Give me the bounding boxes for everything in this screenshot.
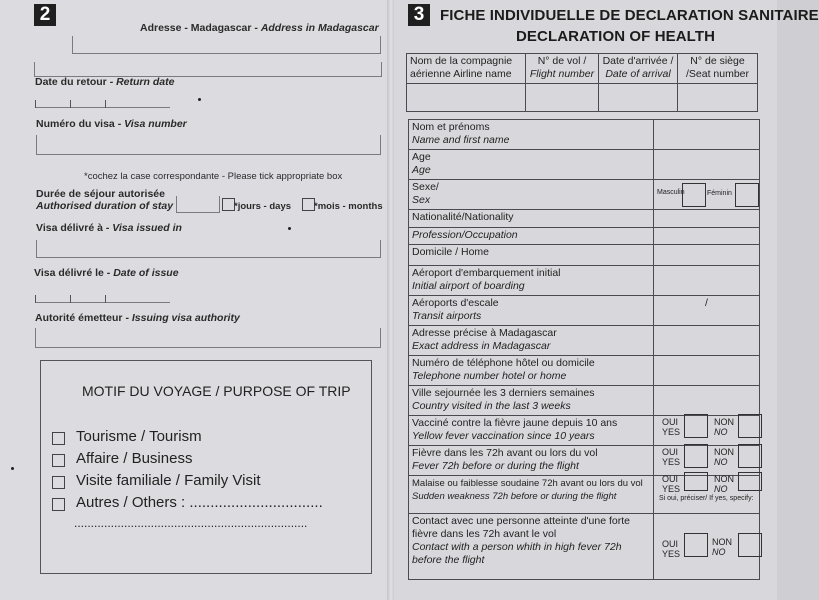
- purpose-item-others: Autres / Others : ................................: [76, 494, 323, 511]
- yellow-fever-yes-label: OUI YES: [662, 417, 681, 437]
- page-3-health-declaration: [394, 0, 819, 600]
- section-number-2: 2: [34, 4, 56, 26]
- business-checkbox[interactable]: [52, 454, 65, 467]
- purpose-title: MOTIF DU VOYAGE / PURPOSE OF TRIP: [82, 383, 351, 399]
- contact-yes-checkbox[interactable]: [684, 533, 708, 557]
- occupation-field[interactable]: [654, 228, 760, 245]
- arrival-date-header: Date d'arrivée / Date of arrival: [599, 54, 678, 84]
- contact-no-checkbox[interactable]: [738, 533, 762, 557]
- issuing-authority-field[interactable]: [35, 328, 381, 348]
- fever-yes-label: OUI YES: [662, 447, 681, 467]
- purpose-item-tourism: Tourisme / Tourism: [76, 428, 202, 445]
- flight-info-table: [406, 53, 758, 112]
- masculine-checkbox[interactable]: [682, 183, 706, 207]
- yellow-fever-yes-checkbox[interactable]: [684, 414, 708, 438]
- fever-no-label: NON NO: [714, 447, 734, 467]
- months-label: *mois - months: [314, 201, 383, 212]
- row-name: Nom et prénoms Name and first name: [409, 120, 654, 150]
- airline-field[interactable]: [407, 84, 526, 112]
- weakness-yes-label: OUI YES: [662, 474, 681, 494]
- row-transit-airports: Aéroports d'escale Transit airports: [409, 296, 654, 326]
- address-field-line-2[interactable]: [34, 62, 382, 77]
- row-sex: Sexe/ Sex: [409, 180, 654, 210]
- section-number-3: 3: [408, 4, 430, 26]
- contact-yes-label: OUI YES: [662, 539, 681, 559]
- age-field[interactable]: [654, 150, 760, 180]
- row-exact-address: Adresse précise à Madagascar Exact address in Madagascar: [409, 326, 654, 356]
- purpose-item-business: Affaire / Business: [76, 450, 193, 467]
- nationality-field[interactable]: [654, 210, 760, 228]
- stay-duration-field[interactable]: [176, 196, 220, 213]
- if-yes-specify: Si oui, préciser/ If yes, specify:: [659, 495, 754, 502]
- visa-issued-in-label: Visa délivré à - Visa issued in: [36, 222, 182, 234]
- stay-duration-label: Durée de séjour autorisée Authorised duration of stay: [36, 188, 174, 212]
- row-fever: Fièvre dans les 72h avant ou lors du vol Fever 72h before or during the flight: [409, 446, 654, 476]
- page-2-visa-section: [0, 0, 388, 600]
- row-initial-airport: Aéroport d'embarquement initial Initial airport of boarding: [409, 266, 654, 296]
- seat-number-field[interactable]: [678, 84, 758, 112]
- arrival-date-field[interactable]: [599, 84, 678, 112]
- contact-no-label: NON NO: [712, 537, 732, 557]
- row-country-visited: Ville sejournée les 3 derniers semaines Country visited in the last 3 weeks: [409, 386, 654, 416]
- family-visit-checkbox[interactable]: [52, 476, 65, 489]
- fever-no-checkbox[interactable]: [738, 444, 762, 468]
- return-date-field[interactable]: [35, 107, 170, 108]
- days-label: *jours - days: [234, 201, 292, 212]
- address-label: Adresse - Madagascar - Address in Madagascar: [140, 22, 379, 34]
- row-contact: Contact avec une personne atteinte d'une forte fièvre dans les 72h avant le vol Contact with a person whith in high fever 72h before the flight: [409, 514, 654, 580]
- return-date-label: Date du retour - Return date: [35, 76, 175, 88]
- visa-number-field[interactable]: [36, 135, 381, 155]
- purpose-others-dots: ......................................................................: [74, 516, 308, 530]
- initial-airport-field[interactable]: [654, 266, 760, 296]
- row-occupation: Profession/Occupation: [409, 228, 654, 245]
- tick-note: *cochez la case correspondante - Please tick appropriate box: [84, 171, 343, 182]
- row-yellow-fever: Vacciné contre la fièvre jaune depuis 10 ans Yellow fever vaccination since 10 years: [409, 416, 654, 446]
- visa-number-label: Numéro du visa - Visa number: [36, 118, 187, 130]
- flight-number-field[interactable]: [526, 84, 599, 112]
- masculine-label: Masculin: [657, 189, 685, 196]
- name-field[interactable]: [654, 120, 760, 150]
- telephone-field[interactable]: [654, 356, 760, 386]
- visa-issue-date-label: Visa délivré le - Date of issue: [34, 267, 179, 279]
- tourism-checkbox[interactable]: [52, 432, 65, 445]
- fever-yes-checkbox[interactable]: [684, 444, 708, 468]
- row-telephone: Numéro de téléphone hôtel ou domicile Telephone number hotel or home: [409, 356, 654, 386]
- visa-issued-in-field[interactable]: [36, 240, 381, 258]
- airline-header: Nom de la compagnie aérienne Airline name: [407, 54, 526, 84]
- feminine-checkbox[interactable]: [735, 183, 759, 207]
- health-form-subtitle: DECLARATION OF HEALTH: [516, 28, 716, 45]
- row-weakness: Malaise ou faiblesse soudaine 72h avant ou lors du vol Sudden weakness 72h before or during the flight: [409, 476, 654, 514]
- flight-number-header: N° de vol / Flight number: [526, 54, 599, 84]
- health-form-title: FICHE INDIVIDUELLE DE DECLARATION SANITAIRE: [440, 7, 819, 24]
- home-field[interactable]: [654, 245, 760, 266]
- others-checkbox[interactable]: [52, 498, 65, 511]
- transit-airports-field[interactable]: /: [654, 296, 760, 326]
- weakness-yes-checkbox[interactable]: [684, 472, 708, 491]
- address-field[interactable]: [72, 36, 381, 54]
- row-nationality: Nationalité/Nationality: [409, 210, 654, 228]
- weakness-no-label: NON NO: [714, 474, 734, 494]
- row-home: Domicile / Home: [409, 245, 654, 266]
- country-visited-field[interactable]: [654, 386, 760, 416]
- weakness-no-checkbox[interactable]: [738, 472, 762, 491]
- yellow-fever-no-checkbox[interactable]: [738, 414, 762, 438]
- purpose-item-family-visit: Visite familiale / Family Visit: [76, 472, 261, 489]
- issuing-authority-label: Autorité émetteur - Issuing visa authority: [35, 312, 240, 324]
- row-age: Age Age: [409, 150, 654, 180]
- yellow-fever-no-label: NON NO: [714, 417, 734, 437]
- feminine-label: Féminin: [707, 190, 732, 197]
- visa-issue-date-field[interactable]: [35, 302, 170, 303]
- seat-number-header: N° de siège /Seat number: [678, 54, 758, 84]
- exact-address-field[interactable]: [654, 326, 760, 356]
